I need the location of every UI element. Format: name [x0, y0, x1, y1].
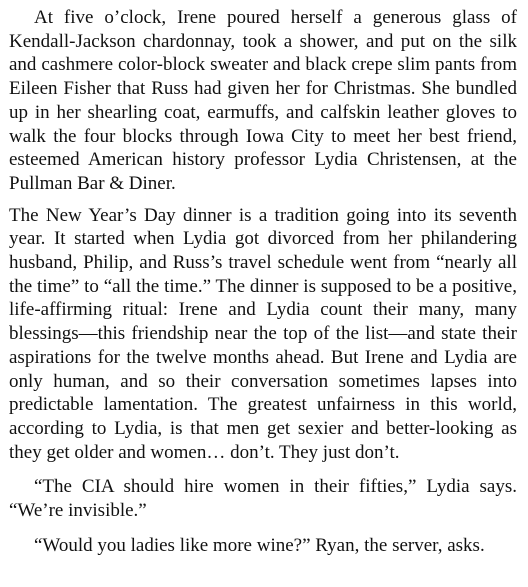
- paragraph-server-question: “Would you ladies like more wine?” Ryan, the server, asks.: [34, 534, 485, 556]
- paragraph-irene-getting-ready: At five o’clock, Irene poured herself a generous glass of Kendall-Jackson chardonnay, took a shower, and put on the silk and cashmere color-block sweater and black crepe slim pants from Eileen Fisher that Russ had given her for Christmas. She bundled up in her shearling coat, earmuffs, and calfskin leather gloves to walk the four blocks through Iowa City to meet her best friend, esteemed American history professor Lydia Christensen, at the Pullman Bar & Diner.: [9, 7, 517, 194]
- paragraph-new-years-tradition: The New Year’s Day dinner is a tradition going into its seventh year. It started when Lydia got divorced from her philandering husband, Philip, and Russ’s travel schedule went from “nearly all the time” to “all the time.” The dinner is supposed to be a positive, life-affirming ritual: Irene and Lydia count their many, many blessings—this friendship near the top of the list—and state their aspirations for the twelve months ahead. But Irene and Lydia are only human, and so their conversation sometimes lapses into predictable lamentation. The greatest unfairness in this world, according to Lydia, is that men get sexier and better-looking as they get older and women… don’t. They just don’t.: [9, 204, 517, 463]
- paragraph-cia-quote: “The CIA should hire women in their fifties,” Lydia says. “We’re invisible.”: [9, 476, 517, 522]
